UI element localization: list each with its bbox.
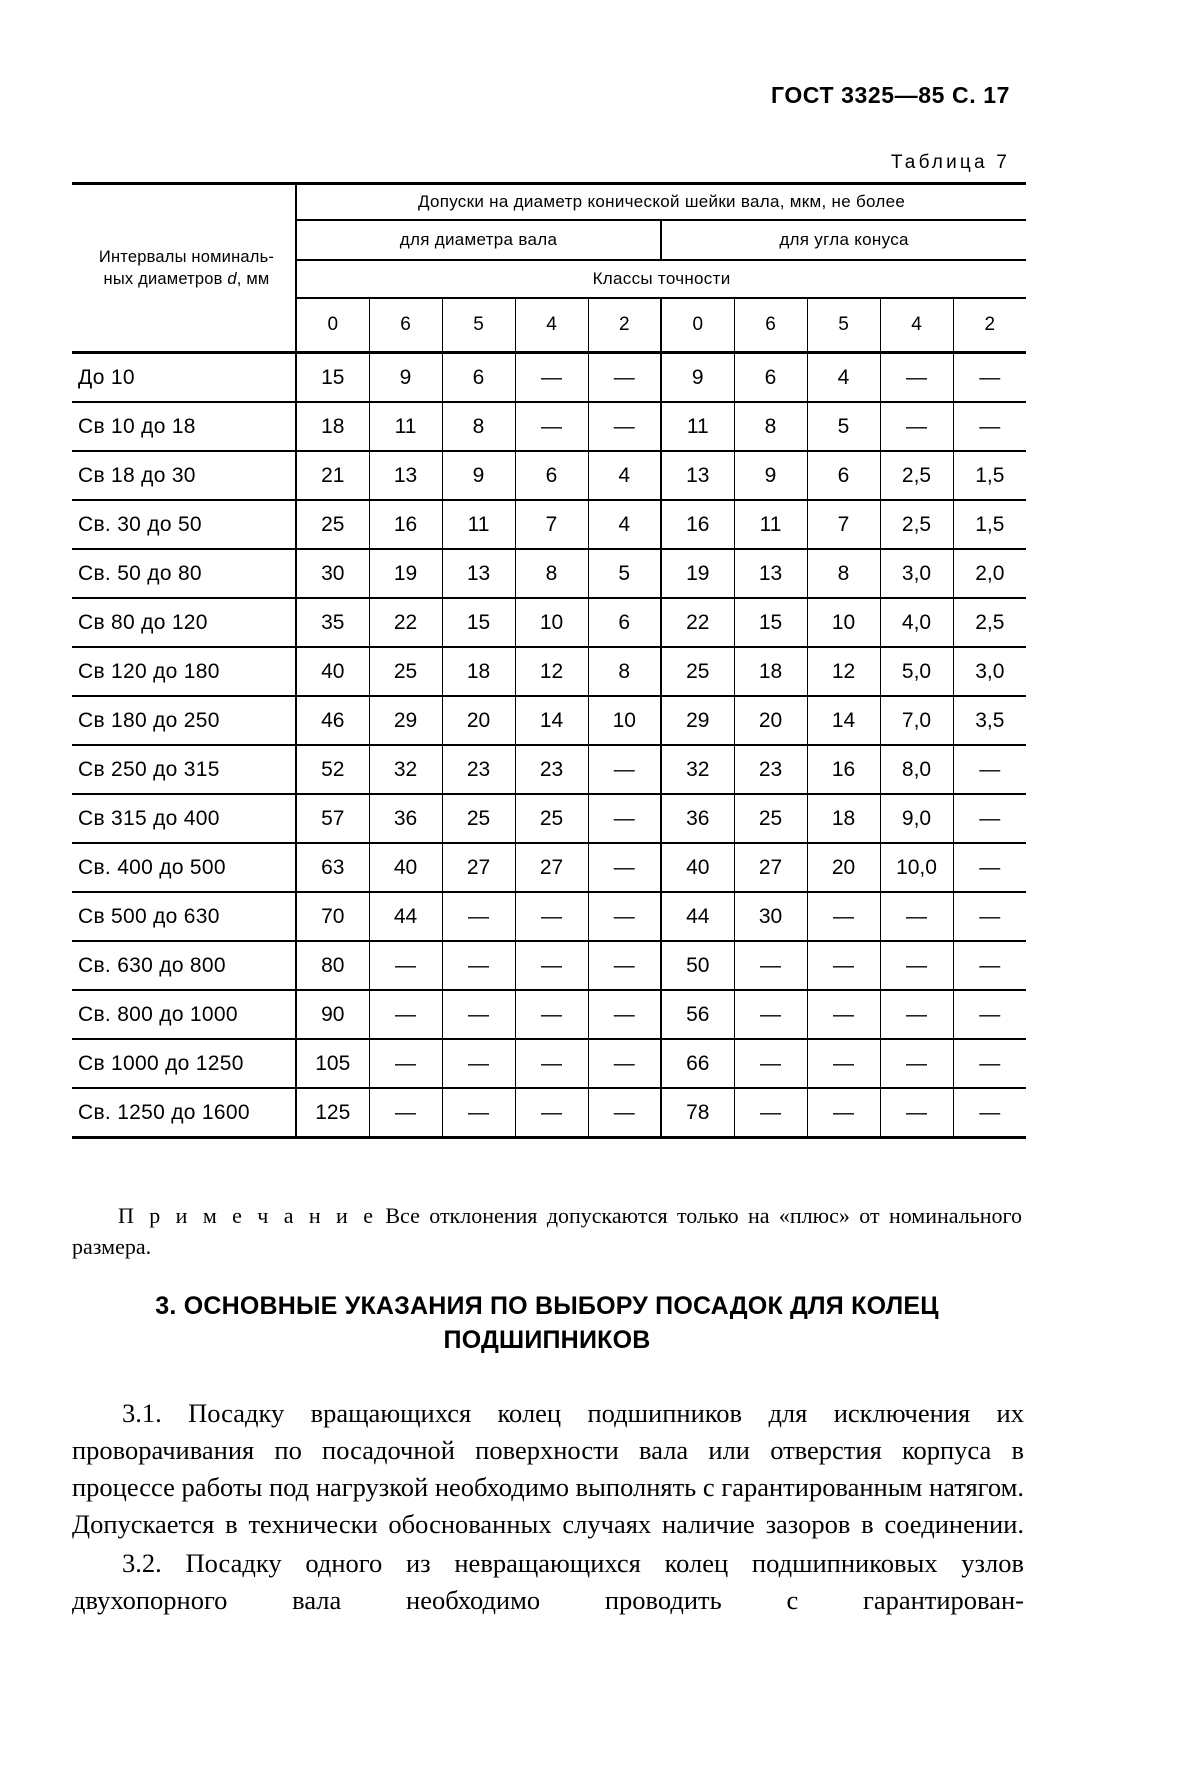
cell-r7-c1: 29: [369, 696, 442, 745]
cell-r5-c5: 22: [661, 598, 734, 647]
cell-r5-c7: 10: [807, 598, 880, 647]
cell-r13-c5: 56: [661, 990, 734, 1039]
cell-r0-c2: 6: [442, 353, 515, 403]
cell-r14-c5: 66: [661, 1039, 734, 1088]
cell-r4-c7: 8: [807, 549, 880, 598]
group-header-cone-angle: для угла конуса: [661, 220, 1026, 260]
cell-r6-c4: 8: [588, 647, 661, 696]
cell-r2-c1: 13: [369, 451, 442, 500]
cell-r10-c7: 20: [807, 843, 880, 892]
cell-r15-c8: —: [880, 1088, 953, 1138]
cell-r9-c8: 9,0: [880, 794, 953, 843]
cell-r15-c9: —: [953, 1088, 1026, 1138]
cell-r1-c4: —: [588, 402, 661, 451]
section-heading-line-1: 3. ОСНОВНЫЕ УКАЗАНИЯ ПО ВЫБОРУ ПОСАДОК ДЛЯ КОЛЕЦ: [155, 1292, 939, 1320]
cell-r10-c8: 10,0: [880, 843, 953, 892]
stub-header-line-2: ных диаметров d, мм: [103, 270, 270, 288]
cell-r7-c8: 7,0: [880, 696, 953, 745]
table-row: [72, 843, 1026, 892]
cell-r12-c1: —: [369, 941, 442, 990]
cell-r0-c7: 4: [807, 353, 880, 403]
body-text: [72, 1395, 1024, 1620]
cell-r2-c7: 6: [807, 451, 880, 500]
table-row: [72, 1088, 1026, 1138]
table-row: [72, 941, 1026, 990]
classes-label: Классы точности: [296, 260, 1026, 298]
class-col-2a: 2: [588, 298, 661, 353]
cell-r15-c0: 125: [296, 1088, 369, 1138]
cell-r10-c1: 40: [369, 843, 442, 892]
cell-r0-c1: 9: [369, 353, 442, 403]
row-label: Св 18 до 30: [72, 451, 296, 500]
class-col-4a: 4: [515, 298, 588, 353]
cell-r0-c3: —: [515, 353, 588, 403]
cell-r5-c6: 15: [734, 598, 807, 647]
class-col-6b: 6: [734, 298, 807, 353]
table-row: [72, 598, 1026, 647]
row-label: Св 120 до 180: [72, 647, 296, 696]
cell-r4-c1: 19: [369, 549, 442, 598]
cell-r4-c3: 8: [515, 549, 588, 598]
cell-r9-c1: 36: [369, 794, 442, 843]
cell-r10-c0: 63: [296, 843, 369, 892]
cell-r11-c0: 70: [296, 892, 369, 941]
cell-r10-c9: —: [953, 843, 1026, 892]
cell-r1-c2: 8: [442, 402, 515, 451]
cell-r12-c9: —: [953, 941, 1026, 990]
cell-r3-c2: 11: [442, 500, 515, 549]
table-row: [72, 696, 1026, 745]
cell-r12-c2: —: [442, 941, 515, 990]
cell-r13-c9: —: [953, 990, 1026, 1039]
cell-r1-c3: —: [515, 402, 588, 451]
cell-r0-c5: 9: [661, 353, 734, 403]
stub-header-cell: [72, 184, 296, 353]
cell-r13-c6: —: [734, 990, 807, 1039]
cell-r12-c6: —: [734, 941, 807, 990]
cell-r5-c0: 35: [296, 598, 369, 647]
row-label: Св. 400 до 500: [72, 843, 296, 892]
table-7-wrapper: [72, 182, 1020, 1139]
row-label: Св. 30 до 50: [72, 500, 296, 549]
row-label: Св 80 до 120: [72, 598, 296, 647]
table-caption: Таблица 7: [890, 152, 1010, 173]
cell-r4-c2: 13: [442, 549, 515, 598]
cell-r15-c3: —: [515, 1088, 588, 1138]
class-col-0b: 0: [661, 298, 734, 353]
cell-r11-c9: —: [953, 892, 1026, 941]
cell-r15-c4: —: [588, 1088, 661, 1138]
table-row: [72, 353, 1026, 403]
table-row: [72, 500, 1026, 549]
cell-r0-c6: 6: [734, 353, 807, 403]
cell-r11-c2: —: [442, 892, 515, 941]
cell-r14-c9: —: [953, 1039, 1026, 1088]
stub-header-line-1: Интервалы номиналь-: [98, 247, 275, 266]
cell-r12-c5: 50: [661, 941, 734, 990]
cell-r12-c7: —: [807, 941, 880, 990]
table-note: [72, 1200, 1022, 1262]
cell-r11-c1: 44: [369, 892, 442, 941]
cell-r9-c3: 25: [515, 794, 588, 843]
cell-r6-c1: 25: [369, 647, 442, 696]
cell-r9-c2: 25: [442, 794, 515, 843]
cell-r6-c0: 40: [296, 647, 369, 696]
table-row: [72, 990, 1026, 1039]
table-body: [72, 353, 1026, 1138]
cell-r2-c3: 6: [515, 451, 588, 500]
cell-r5-c8: 4,0: [880, 598, 953, 647]
cell-r4-c0: 30: [296, 549, 369, 598]
cell-r14-c4: —: [588, 1039, 661, 1088]
cell-r9-c9: —: [953, 794, 1026, 843]
cell-r15-c1: —: [369, 1088, 442, 1138]
cell-r3-c8: 2,5: [880, 500, 953, 549]
note-text: Все отклонения допускаются только на «плюс» от номинального размера.: [72, 1203, 1022, 1260]
cell-r5-c3: 10: [515, 598, 588, 647]
cell-r10-c4: —: [588, 843, 661, 892]
table-row: [72, 1039, 1026, 1088]
cell-r14-c6: —: [734, 1039, 807, 1088]
cell-r11-c3: —: [515, 892, 588, 941]
cell-r1-c1: 11: [369, 402, 442, 451]
cell-r6-c9: 3,0: [953, 647, 1026, 696]
cell-r2-c9: 1,5: [953, 451, 1026, 500]
table-row: [72, 794, 1026, 843]
row-label: До 10: [72, 353, 296, 403]
cell-r0-c4: —: [588, 353, 661, 403]
cell-r12-c4: —: [588, 941, 661, 990]
note-label: П р и м е ч а н и е: [118, 1203, 376, 1228]
cell-r1-c9: —: [953, 402, 1026, 451]
cell-r0-c8: —: [880, 353, 953, 403]
class-col-2b: 2: [953, 298, 1026, 353]
cell-r1-c8: —: [880, 402, 953, 451]
table-row: [72, 549, 1026, 598]
paragraph-3-1: 3.1. Посадку вращающихся колец подшипников для исключения их проворачивания по посадочной поверхности вала или отверстия корпуса в процессе работы под нагрузкой необходимо выполнять с гарантированным натягом. Допускается в технически обоснованных случаях наличие зазоров в соединении.: [72, 1398, 1024, 1540]
cell-r15-c5: 78: [661, 1088, 734, 1138]
cell-r14-c3: —: [515, 1039, 588, 1088]
row-label: Св 250 до 315: [72, 745, 296, 794]
cell-r13-c1: —: [369, 990, 442, 1039]
row-label: Св 180 до 250: [72, 696, 296, 745]
row-label: Св. 50 до 80: [72, 549, 296, 598]
cell-r11-c4: —: [588, 892, 661, 941]
cell-r1-c0: 18: [296, 402, 369, 451]
cell-r3-c0: 25: [296, 500, 369, 549]
cell-r3-c7: 7: [807, 500, 880, 549]
cell-r7-c7: 14: [807, 696, 880, 745]
cell-r6-c2: 18: [442, 647, 515, 696]
cell-r8-c4: —: [588, 745, 661, 794]
cell-r3-c3: 7: [515, 500, 588, 549]
table-row: [72, 402, 1026, 451]
row-label: Св 315 до 400: [72, 794, 296, 843]
table-head: [72, 184, 1026, 353]
cell-r13-c3: —: [515, 990, 588, 1039]
cell-r9-c4: —: [588, 794, 661, 843]
row-label: Св. 1250 до 1600: [72, 1088, 296, 1138]
cell-r10-c6: 27: [734, 843, 807, 892]
cell-r1-c6: 8: [734, 402, 807, 451]
cell-r13-c0: 90: [296, 990, 369, 1039]
table-row: [72, 451, 1026, 500]
group-header-shaft-diameter: для диаметра вала: [296, 220, 661, 260]
cell-r14-c8: —: [880, 1039, 953, 1088]
running-head: ГОСТ 3325—85 С. 17: [770, 82, 1010, 108]
table-row: [72, 892, 1026, 941]
table-row: [72, 647, 1026, 696]
cell-r5-c2: 15: [442, 598, 515, 647]
cell-r6-c6: 18: [734, 647, 807, 696]
cell-r9-c6: 25: [734, 794, 807, 843]
cell-r4-c5: 19: [661, 549, 734, 598]
cell-r10-c2: 27: [442, 843, 515, 892]
cell-r8-c9: —: [953, 745, 1026, 794]
cell-r12-c8: —: [880, 941, 953, 990]
cell-r4-c4: 5: [588, 549, 661, 598]
cell-r9-c7: 18: [807, 794, 880, 843]
cell-r8-c7: 16: [807, 745, 880, 794]
class-col-0a: 0: [296, 298, 369, 353]
cell-r8-c1: 32: [369, 745, 442, 794]
cell-r7-c6: 20: [734, 696, 807, 745]
cell-r2-c4: 4: [588, 451, 661, 500]
cell-r0-c0: 15: [296, 353, 369, 403]
cell-r8-c6: 23: [734, 745, 807, 794]
cell-r11-c6: 30: [734, 892, 807, 941]
row-label: Св 1000 до 1250: [72, 1039, 296, 1088]
cell-r3-c1: 16: [369, 500, 442, 549]
cell-r6-c5: 25: [661, 647, 734, 696]
cell-r12-c0: 80: [296, 941, 369, 990]
cell-r9-c5: 36: [661, 794, 734, 843]
row-label: Св 500 до 630: [72, 892, 296, 941]
cell-r7-c3: 14: [515, 696, 588, 745]
row-label: Св. 800 до 1000: [72, 990, 296, 1039]
cell-r15-c7: —: [807, 1088, 880, 1138]
cell-r3-c4: 4: [588, 500, 661, 549]
class-col-5a: 5: [442, 298, 515, 353]
cell-r14-c2: —: [442, 1039, 515, 1088]
cell-r13-c4: —: [588, 990, 661, 1039]
cell-r14-c0: 105: [296, 1039, 369, 1088]
cell-r5-c1: 22: [369, 598, 442, 647]
cell-r7-c0: 46: [296, 696, 369, 745]
cell-r11-c8: —: [880, 892, 953, 941]
cell-r14-c1: —: [369, 1039, 442, 1088]
cell-r10-c3: 27: [515, 843, 588, 892]
span-all-header: Допуски на диаметр конической шейки вала, мкм, не более: [296, 184, 1026, 221]
cell-r9-c0: 57: [296, 794, 369, 843]
cell-r8-c3: 23: [515, 745, 588, 794]
cell-r8-c0: 52: [296, 745, 369, 794]
cell-r13-c2: —: [442, 990, 515, 1039]
cell-r7-c4: 10: [588, 696, 661, 745]
cell-r4-c8: 3,0: [880, 549, 953, 598]
cell-r2-c2: 9: [442, 451, 515, 500]
cell-r8-c8: 8,0: [880, 745, 953, 794]
cell-r2-c0: 21: [296, 451, 369, 500]
tolerance-table: [72, 182, 1026, 1139]
cell-r2-c5: 13: [661, 451, 734, 500]
cell-r1-c7: 5: [807, 402, 880, 451]
cell-r3-c9: 1,5: [953, 500, 1026, 549]
cell-r15-c6: —: [734, 1088, 807, 1138]
cell-r5-c9: 2,5: [953, 598, 1026, 647]
cell-r0-c9: —: [953, 353, 1026, 403]
cell-r7-c5: 29: [661, 696, 734, 745]
cell-r12-c3: —: [515, 941, 588, 990]
cell-r3-c6: 11: [734, 500, 807, 549]
cell-r13-c8: —: [880, 990, 953, 1039]
cell-r8-c2: 23: [442, 745, 515, 794]
table-row: [72, 745, 1026, 794]
cell-r2-c8: 2,5: [880, 451, 953, 500]
cell-r10-c5: 40: [661, 843, 734, 892]
row-label: Св. 630 до 800: [72, 941, 296, 990]
cell-r15-c2: —: [442, 1088, 515, 1138]
class-col-4b: 4: [880, 298, 953, 353]
cell-r13-c7: —: [807, 990, 880, 1039]
cell-r8-c5: 32: [661, 745, 734, 794]
cell-r6-c3: 12: [515, 647, 588, 696]
section-heading: [72, 1290, 1022, 1358]
cell-r2-c6: 9: [734, 451, 807, 500]
cell-r11-c5: 44: [661, 892, 734, 941]
cell-r1-c5: 11: [661, 402, 734, 451]
section-heading-line-2: ПОДШИПНИКОВ: [443, 1325, 651, 1354]
cell-r3-c5: 16: [661, 500, 734, 549]
cell-r5-c4: 6: [588, 598, 661, 647]
class-col-6a: 6: [369, 298, 442, 353]
cell-r7-c2: 20: [442, 696, 515, 745]
class-col-5b: 5: [807, 298, 880, 353]
cell-r4-c9: 2,0: [953, 549, 1026, 598]
cell-r6-c7: 12: [807, 647, 880, 696]
header-row-span: [72, 184, 1026, 221]
cell-r4-c6: 13: [734, 549, 807, 598]
paragraph-3-2: 3.2. Посадку одного из невращающихся колец подшипниковых узлов двухопорного вала необходимо проводить с гарантирован-: [72, 1548, 1024, 1616]
cell-r6-c8: 5,0: [880, 647, 953, 696]
cell-r11-c7: —: [807, 892, 880, 941]
cell-r7-c9: 3,5: [953, 696, 1026, 745]
cell-r14-c7: —: [807, 1039, 880, 1088]
row-label: Св 10 до 18: [72, 402, 296, 451]
